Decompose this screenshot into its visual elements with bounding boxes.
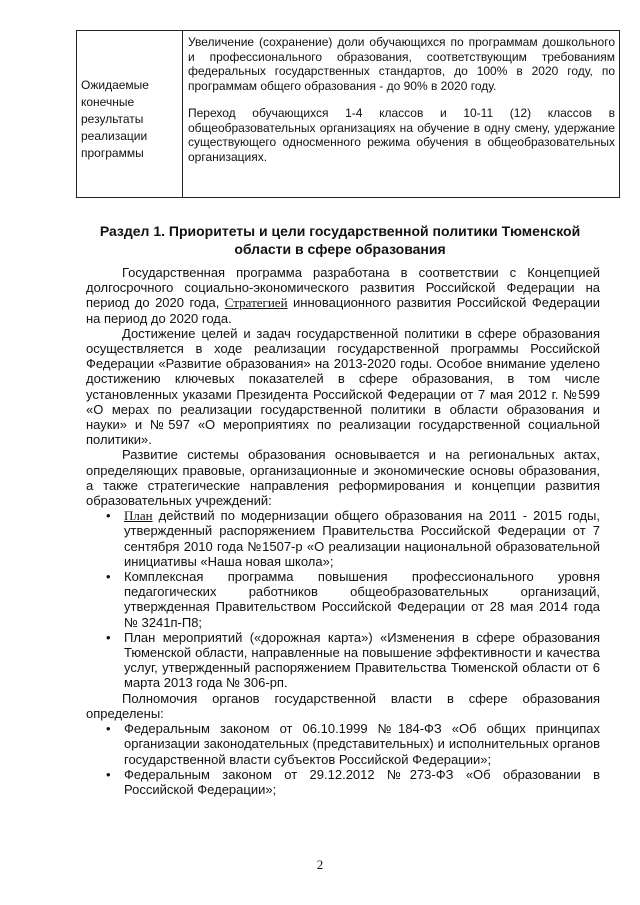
plan-link[interactable]: План xyxy=(124,508,153,524)
bullet-icon: • xyxy=(106,629,111,645)
bullet-icon: • xyxy=(106,508,111,524)
section-heading: Раздел 1. Приоритеты и цели государственной политики Тюменской области в сфере образования xyxy=(99,223,581,257)
table-column-divider xyxy=(182,31,183,197)
paragraph-1-text-a: Государственная программа разработана в соответствии с Концепцией долгосрочного социально-экономического развития Российской Федерации на период до 2020 года, xyxy=(86,265,600,311)
bullet-icon: • xyxy=(106,766,111,782)
federal-laws-list xyxy=(86,721,600,797)
bullet-icon: • xyxy=(106,721,111,737)
list-item-text: Федеральным законом от 29.12.2012 №273-ФЗ «Об образовании в Российской Федерации»; xyxy=(124,766,600,797)
table-result-paragraph-2: Переход обучающихся 1-4 классов и 10-11 (12) классов в общеобразовательных организациях на обучение в одну смену, удержание существующего односменного режима обучения в общеобразовательных организациях. xyxy=(188,105,615,164)
list-item-text: Федеральным законом от 06.10.1999 №184-ФЗ «Об общих принципах организации законодательных (представительных) и исполнительных органов государственной власти субъектов Российской Федерации»; xyxy=(124,721,600,767)
paragraph-4: Полномочия органов государственной власти в сфере образования определены: xyxy=(86,690,600,721)
list-item xyxy=(86,630,600,691)
list-item-text: Комплексная программа повышения профессионального уровня педагогических работников общеобразовательных организаций, утвержденная Правительством Российской Федерации от 28 мая 2014 года № 3241п-П8; xyxy=(124,569,600,630)
section-body xyxy=(86,265,600,797)
paragraph-1 xyxy=(86,265,600,326)
list-item-text: План мероприятий («дорожная карта») «Изменения в сфере образования Тюменской области, направленные на повышение эффективности и качества услуг, утвержденный распоряжением Правительства Тюменской области от 6 марта 2013 года № 306-рп. xyxy=(124,629,600,691)
list-item xyxy=(86,569,600,630)
results-table xyxy=(76,30,620,198)
list-item xyxy=(86,508,600,569)
strategy-link[interactable]: Стратегией xyxy=(224,295,288,311)
page-number: 2 xyxy=(316,857,324,872)
list-item-text: действий по модернизации общего образования на 2011 - 2015 годы, утвержденный распоряжением Правительства Российской Федерации от 7 сентября 2010 года №1507-р «О реализации национальной образовательной инициативы «Наша новая школа»; xyxy=(124,508,600,569)
table-left-label: Ожидаемые конечные результаты реализации программы xyxy=(81,78,149,160)
paragraph-1-text-b: инновационного развития Российской Федерации на период до 2020 года. xyxy=(86,295,600,326)
table-right-cell xyxy=(188,35,615,165)
list-item xyxy=(86,767,600,797)
list-item xyxy=(86,721,600,767)
bullet-icon: • xyxy=(106,569,111,585)
regional-acts-list xyxy=(86,508,600,690)
paragraph-3: Развитие системы образования основывается и на региональных актах, определяющих правовые, организационные и экономические основы образования, а также стратегические направления реформирования и концепции развития образовательных учреждений: xyxy=(86,447,600,509)
table-result-paragraph-1: Увеличение (сохранение) доли обучающихся по программам дошкольного и профессионального образования, соответствующим требованиям федеральных государственных стандартов, до 100% в 2020 году, по программам общего образования - до 90% в 2020 году. xyxy=(188,35,615,94)
paragraph-2: Достижение целей и задач государственной политики в сфере образования осуществляется в ходе реализации государственной программы Российской Федерации «Развитие образования» на 2013-2020 годы. Особое внимание уделено достижению ключевых показателей в сфере образования, в том числе установленных указами Президента Российской Федерации от 7 мая 2012 г. №599 «О мерах по реализации государственной политики в области образования и науки» и №597 «О мероприятиях по реализации государственной социальной политики». xyxy=(86,325,600,448)
